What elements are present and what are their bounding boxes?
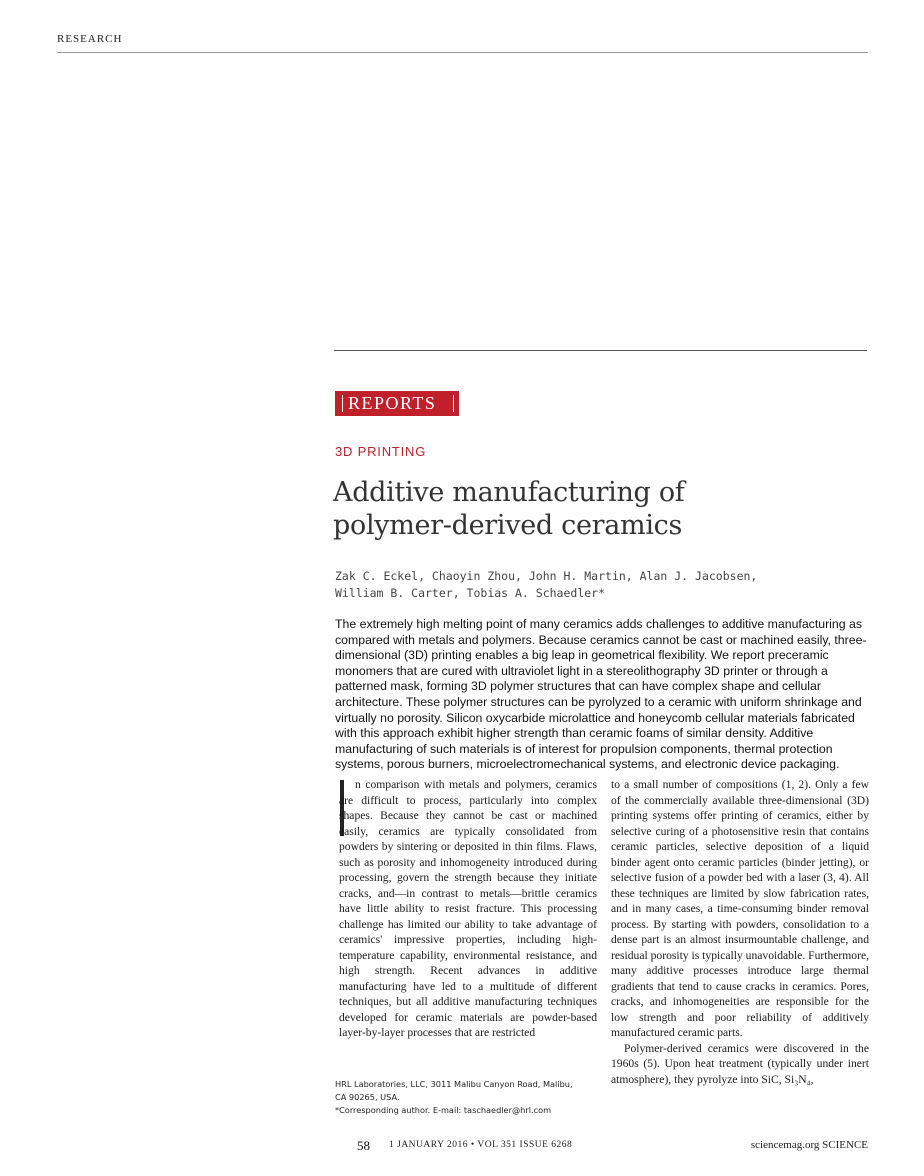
affiliation-line: *Corresponding author. E-mail: taschaedler@hrl.com bbox=[335, 1105, 552, 1115]
body-paragraph: Polymer-derived ceramics were discovered in the 1960s (5). Upon heat treatment (typically under inert atmosphere), they pyrolyze into SiC, Si₃N₄, bbox=[611, 1041, 869, 1086]
section-badge bbox=[335, 391, 459, 416]
body-column-right bbox=[611, 777, 869, 1087]
page-number: 58 bbox=[357, 1138, 370, 1153]
badge-left-bar bbox=[342, 395, 343, 412]
article-rule bbox=[334, 350, 867, 351]
body-paragraph: to a small number of compositions (1, 2). Only a few of the commercially available three-dimensional (3D) printing systems offer printing of ceramics, either by selective curing of a photosensitive resin that contains ceramic particles, selective deposition of a liquid binder agent onto ceramic particles (binder jetting), or selective fusion of a powder bed with a laser (3, 4). All these techniques are limited by slow fabrication rates, and in many cases, a time-consuming binder removal process. By starting with powders, consolidation to a dense part is an almost insurmountable challenge, and residual porosity is typically unavoidable. Furthermore, many additive processes introduce large thermal gradients that tend to cause cracks in ceramics. Pores, cracks, and inhomogeneities are responsible for the low strength and poor reliability of additively manufactured ceramic parts. bbox=[611, 778, 869, 1039]
article-title bbox=[333, 476, 853, 542]
affiliation-note bbox=[335, 1078, 593, 1117]
author-line: Zak C. Eckel, Chaoyin Zhou, John H. Martin, Alan J. Jacobsen, bbox=[335, 569, 758, 583]
badge-right-bar bbox=[453, 395, 454, 412]
section-label: RESEARCH bbox=[57, 33, 123, 45]
affiliation-line: HRL Laboratories, LLC, 3011 Malibu Canyon Road, Malibu, bbox=[335, 1079, 573, 1089]
abstract: The extremely high melting point of many ceramics adds challenges to additive manufacturing as compared with metals and polymers. Because ceramics cannot be cast or machined easily, three-dimensional (3D) printing enables a big leap in geometrical flexibility. We report preceramic monomers that are cured with ultraviolet light in a stereolithography 3D printer or through a patterned mask, forming 3D polymer structures that can have complex shape and cellular architecture. These polymer structures can be pyrolyzed to a ceramic with uniform shrinkage and virtually no porosity. Silicon oxycarbide microlattice and honeycomb cellular materials fabricated with this approach exhibit higher strength than ceramic foams of similar density. Additive manufacturing of such materials is of interest for propulsion components, thermal protection systems, porous burners, microelectromechanical systems, and electronic device packaging. bbox=[335, 617, 867, 772]
body-paragraph: n comparison with metals and polymers, ceramics are difficult to process, particularly into complex shapes. Because they cannot be cast or machined easily, ceramics are typically consolidated from powders by sintering or deposited in thin films. Flaws, such as porosity and inhomogeneity introduced during processing, govern the strength because they initiate cracks, and—in contrast to metals—brittle ceramics have little ability to resist fracture. This processing challenge has limited our ability to take advantage of ceramics' impressive properties, including high-temperature capability, environmental resistance, and high strength. Recent advances in additive manufacturing have led to a multitude of different techniques, but all additive manufacturing techniques developed for ceramic materials are powder-based layer-by-layer processes that are restricted bbox=[339, 778, 597, 1039]
body-column-left bbox=[339, 777, 597, 1041]
article-kicker: 3D PRINTING bbox=[335, 444, 427, 459]
author-line: William B. Carter, Tobias A. Schaedler* bbox=[335, 586, 606, 600]
title-line: polymer-derived ceramics bbox=[333, 510, 683, 541]
affiliation-line: CA 90265, USA. bbox=[335, 1092, 400, 1102]
site-credit: sciencemag.org SCIENCE bbox=[750, 1139, 868, 1151]
header-rule bbox=[57, 52, 868, 53]
issue-info: 1 JANUARY 2016 • VOL 351 ISSUE 6268 bbox=[389, 1140, 573, 1150]
section-badge-label: REPORTS bbox=[348, 393, 437, 413]
author-list bbox=[335, 568, 855, 602]
title-line: Additive manufacturing of bbox=[333, 477, 685, 508]
